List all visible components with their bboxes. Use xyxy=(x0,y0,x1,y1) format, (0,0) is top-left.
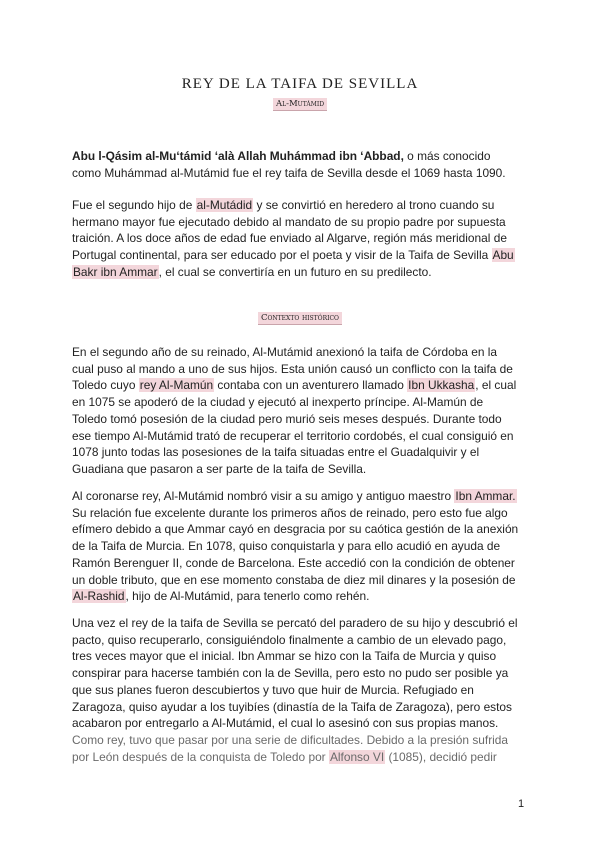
highlight-rey-al-mamun: rey Al-Mamún xyxy=(139,378,214,393)
highlight-al-rashid: Al-Rashid xyxy=(73,589,125,604)
highlight-al-mutadid: al-Mutádid xyxy=(196,198,253,212)
paragraph-3: Al coronarse rey, Al-Mutámid nombró visir a su amigo y antiguo maestro Ibn Ammar. Su relación fue excelente durante los primeros años de reinado, pero esto fue algo efímero debido a que Ammar cayó en desgracia por su caótica gestión de la anexión de la Taifa de Murcia. En 1078, quiso conquistarla y para ello acudió en ayuda de Ramón Berenguer II, conde de Barcelona. Este accedió con la condición de obtener un doble tributo, que en ese momento constaba de diez mil dinares y la posesión de Al-Rashid, hijo de Al-Mutámid, para tenerlo como rehén. xyxy=(72,489,519,604)
intro-paragraph xyxy=(72,148,528,181)
highlight-alfonso-vi: Alfonso VI xyxy=(329,749,385,764)
page-number: 1 xyxy=(518,798,525,810)
section-heading xyxy=(0,313,600,323)
paragraph-4: Una vez el rey de la taifa de Sevilla se percató del paradero de su hijo y descubrió el pacto, quiso recuperarlo, consiguiéndolo finalmente a cambio de un elevado pago, tres veces mayor que el inicial. Ibn Ammar se hizo con la Taifa de Murcia y quiso conspirar para hacerse también con la de Sevilla, pero esto no pudo ser posible ya que sus planes fueron descubiertos y tuvo que huir de Murcia. Refugiado en Zaragoza, quiso ayudar a los tuyibíes (dinastía de la Taifa de Zaragoza), pero estos acabaron por entregarlo a Al-Mutámid, el cual lo asesinó con sus propias manos. Como rey, tuvo que pasar por una serie de dificultades. Debido a la presión sufrida por León después de la conquista de Toledo por Alfonso VI (1085), decidió pedir xyxy=(72,616,518,764)
section-heading-highlight: Contexto histórico xyxy=(258,312,342,325)
highlight-bakr-ibn-ammar: Bakr ibn Ammar xyxy=(73,264,158,279)
document-subtitle xyxy=(0,99,600,109)
intro-line: Abu l-Qásim al-Mu‘támid ‘alà Allah Muhámmad ibn ‘Abbad, o más conocido xyxy=(72,149,491,163)
paragraph-1: Fue el segundo hijo de al-Mutádid y se convirtió en heredero al trono cuando su hermano mayor fue ejecutado debido al mandato de su propio padre por supuesta traición. A los doce años de edad fue enviado al Algarve, región más meridional de Portugal continental, para ser educado por el poeta y visir de la Taifa de Sevilla Abu Bakr ibn Ammar, el cual se convertiría en un futuro en su predilecto. xyxy=(72,198,514,279)
highlight-ibn-ukkasha: Ibn Ukkasha xyxy=(408,378,475,393)
intro-line: como Muhámmad al-Mutámid fue el rey taifa de Sevilla desde el 1069 hasta 1090. xyxy=(72,165,506,180)
ruler-full-name: Abu l-Qásim al-Mu‘támid ‘alà Allah Muhámmad ibn ‘Abbad, xyxy=(72,149,404,163)
document-title: REY DE LA TAIFA DE SEVILLA xyxy=(181,76,419,92)
highlight-ibn-ammar: Ibn Ammar. xyxy=(455,489,516,503)
subtitle-highlight: Al-Mutámid xyxy=(273,98,327,111)
highlight-abu: Abu xyxy=(492,248,514,263)
paragraph-2: En el segundo año de su reinado, Al-Mutámid anexionó la taifa de Córdoba en la cual puso al mando a uno de sus hijos. Esta unión causó un conflicto con la taifa de Toledo cuyo rey Al-Mamún contaba con un aventurero llamado Ibn Ukkasha, el cual en 1075 se apoderó de la ciudad y ejecutó al inexperto príncipe. Al-Mamún de Toledo tomó posesión de la ciudad pero murió seis meses después. Durante todo ese tiempo Al-Mutámid trató de recuperar el territorio cordobés, el cual consiguió en 1078 junto todas las posesiones de la taifa situadas entre el Guadalquivir y el Guadiana que pasaron a ser parte de la taifa de Sevilla. xyxy=(72,345,517,476)
